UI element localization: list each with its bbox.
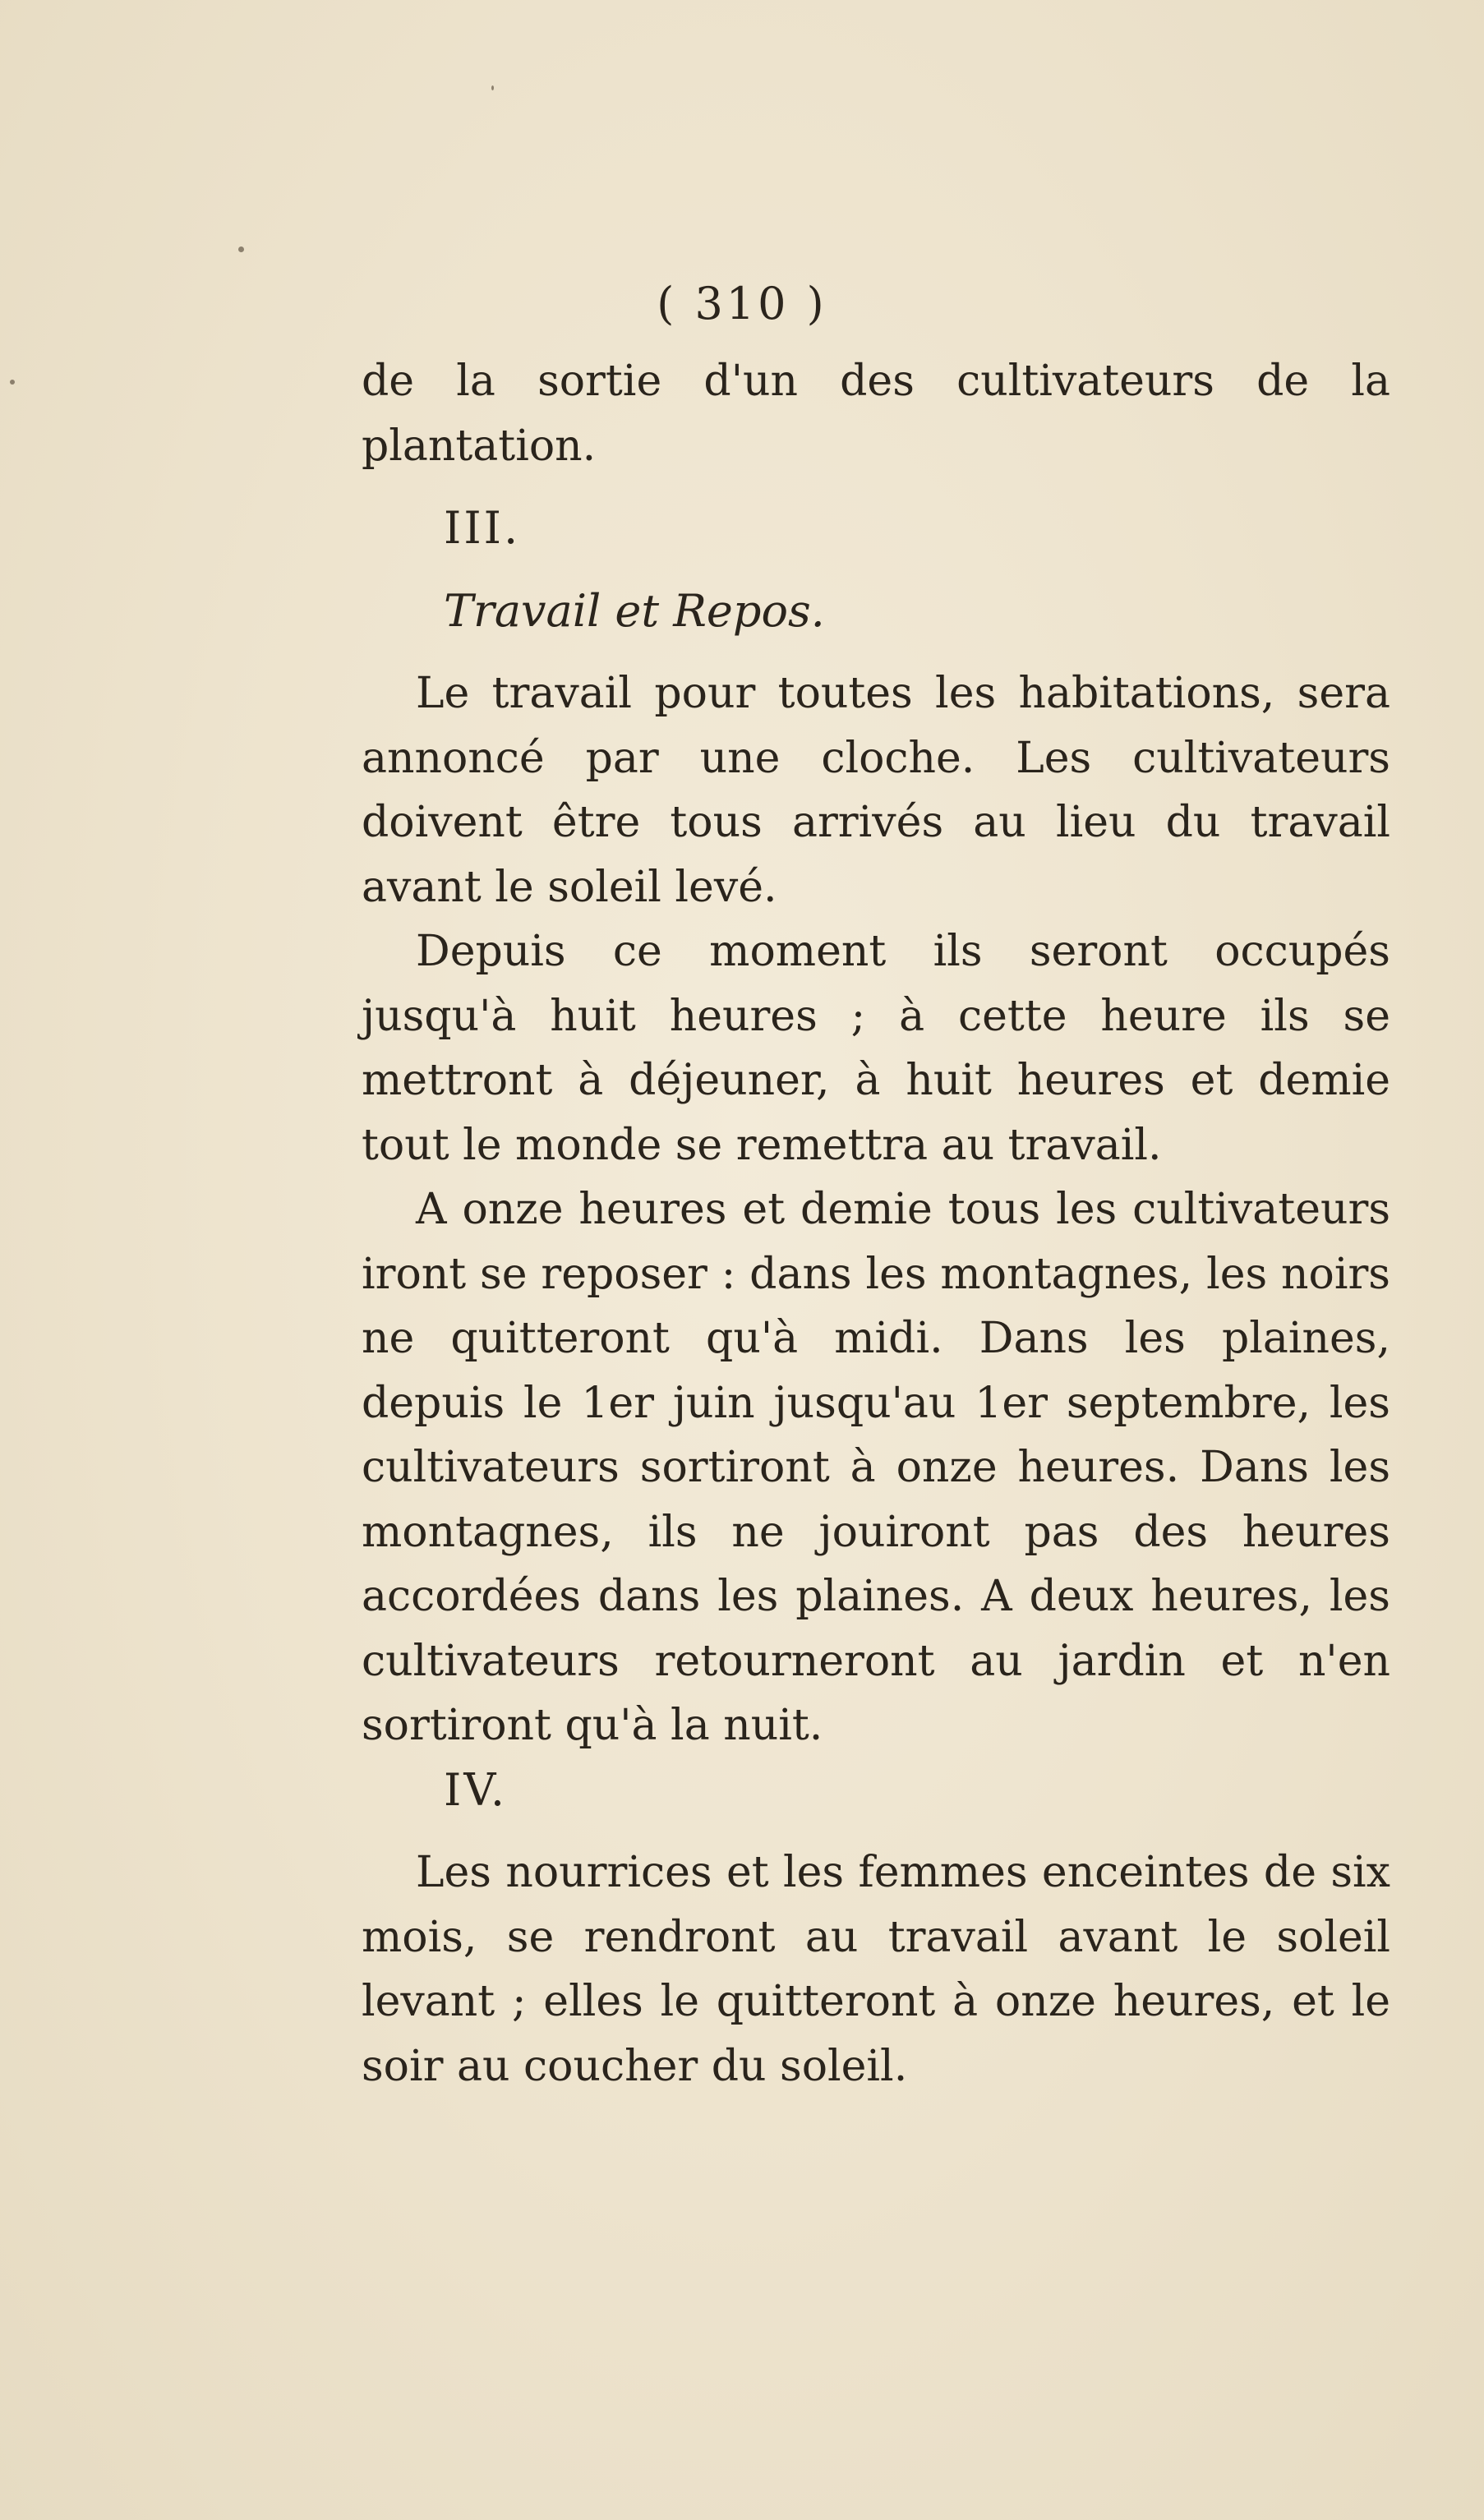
ink-speck — [491, 85, 494, 90]
section-heading-3: III. — [444, 502, 521, 554]
paragraph-3: A onze heures et demie tous les cultivateurs iront se reposer : dans les montagnes, les noirs ne quitteront qu'à midi. Dans les plaines, depuis le 1er juin jusqu'au 1er septembre, les cultivateurs sortiront à onze heures. Dans les montagnes, ils ne jouiront pas des heures accordées dans les plaines. A deux heures, les cultivateurs retourneront au jardin et n'en sortiront qu'à la nuit. — [362, 1185, 1390, 1750]
ink-speck — [10, 380, 15, 385]
paragraph-1: Le travail pour toutes les habitations, sera annoncé par une cloche. Les cultivateurs doivent être tous arrivés au lieu du travail avant le soleil levé. — [362, 669, 1390, 912]
section-title-3: Travail et Repos. — [444, 584, 825, 637]
paragraph-2: Depuis ce moment ils seront occupés jusqu'à huit heures ; à cette heure ils se mettront à déjeuner, à huit heures et demie tout le monde se remettra au travail. — [362, 927, 1390, 1170]
ink-speck — [238, 246, 244, 252]
paragraph-4: Les nourrices et les femmes enceintes de six mois, se rendront au travail avant le soleil levant ; elles le quitteront à onze heures, et le soir au coucher du soleil. — [362, 1848, 1390, 2091]
section-heading-4: IV. — [444, 1763, 508, 1816]
page-body — [362, 349, 1390, 2098]
continuation-paragraph: de la sortie d'un des cultivateurs de la plantation. — [362, 357, 1390, 471]
page-number: ( 310 ) — [657, 278, 827, 329]
